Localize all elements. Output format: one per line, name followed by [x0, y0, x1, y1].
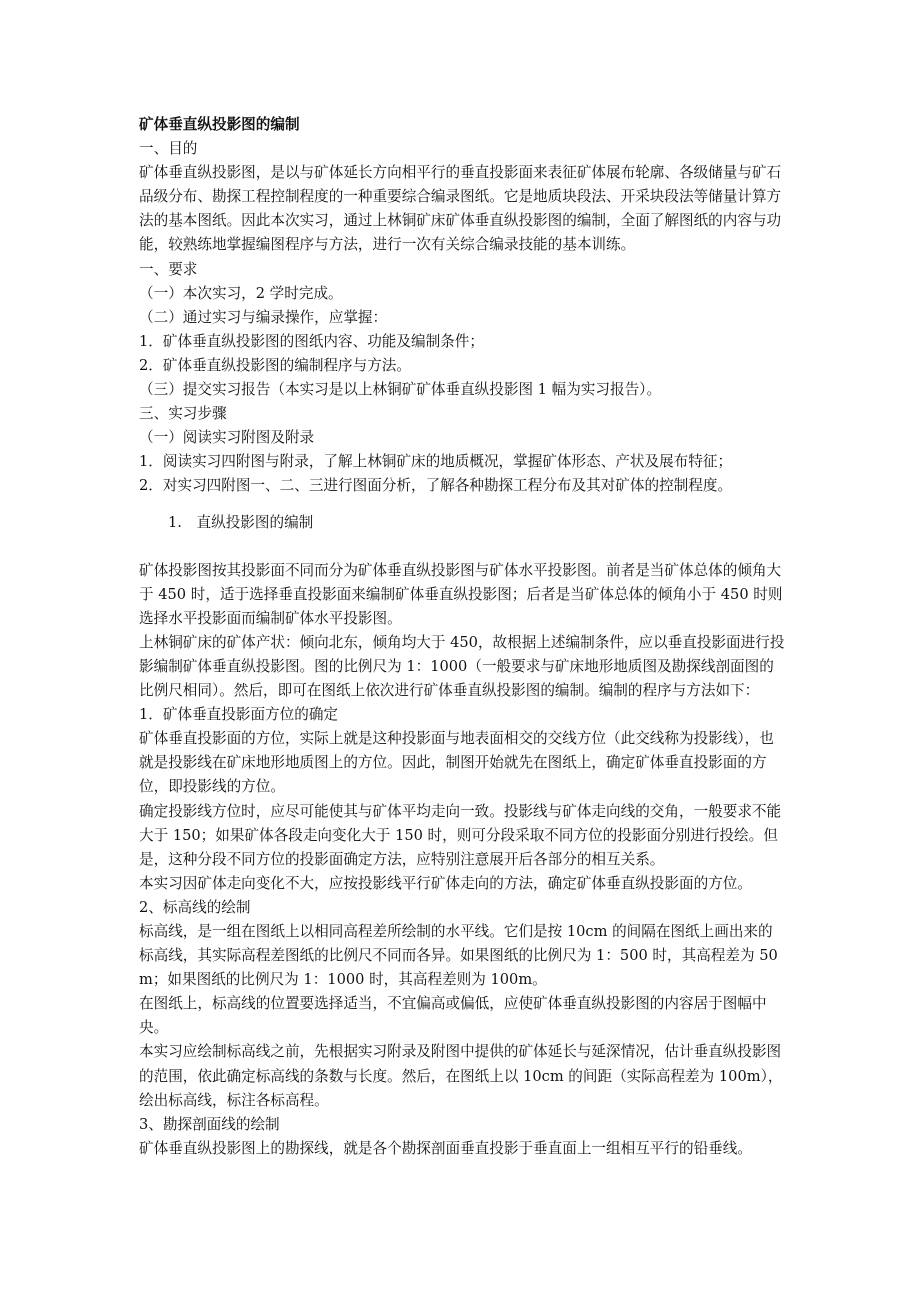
- paragraph: 矿体投影图按其投影面不同而分为矿体垂直纵投影图与矿体水平投影图。前者是当矿体总体的倾角大于 450 时，适于选择垂直投影面来编制矿体垂直纵投影图；后者是当矿体总体的倾角小于 450 时则选择水平投影面而编制矿体水平投影图。: [139, 561, 783, 627]
- paragraph: 矿体垂直纵投影图上的勘探线，就是各个勘探剖面垂直投影于垂直面上一组相互平行的铅垂线。: [139, 1139, 752, 1157]
- document-title: 矿体垂直纵投影图的编制: [139, 116, 300, 133]
- requirement-subitem: 1．矿体垂直纵投影图的图纸内容、功能及编制条件；: [139, 332, 484, 350]
- document-page: [139, 113, 785, 1161]
- section-heading: 2、标高线的绘制: [139, 898, 251, 916]
- step-heading: （一）阅读实习附图及附录: [139, 429, 315, 447]
- section-heading-purpose: 一、目的: [139, 140, 198, 158]
- paragraph: 在图纸上，标高线的位置要选择适当，不宜偏高或偏低，应使矿体垂直纵投影图的内容居于图幅中央。: [139, 995, 767, 1037]
- paragraph: 本实习应绘制标高线之前，先根据实习附录及附图中提供的矿体延长与延深情况，估计垂直纵投影图的范围，依此确定标高线的条数与长度。然后，在图纸上以 10cm 的间距（实际高程差为 100m），绘出标高线，标注各标高程。: [139, 1043, 783, 1109]
- paragraph: 本实习因矿体走向变化不大，应按投影线平行矿体走向的方法，确定矿体垂直纵投影面的方位。: [139, 874, 752, 892]
- section-heading-steps: 三、实习步骤: [139, 405, 227, 423]
- paragraph: 矿体垂直投影面的方位，实际上就是这种投影面与地表面相交的交线方位（此交线称为投影线），也就是投影线在矿床地形地质图上的方位。因此，制图开始就先在图纸上，确定矿体垂直投影面的方位，即投影线的方位。: [139, 730, 774, 796]
- subheading-projection: 1. 直纵投影图的编制: [168, 513, 314, 531]
- section-heading: 3、勘探剖面线的绘制: [139, 1115, 280, 1133]
- paragraph: 确定投影线方位时，应尽可能使其与矿体平均走向一致。投影线与矿体走向线的交角，一般要求不能大于 150；如果矿体各段走向变化大于 150 时，则可分段采取不同方位的投影面分别进行投绘。但是，这种分段不同方位的投影面确定方法，应特别注意展开后各部分的相互关系。: [139, 802, 782, 868]
- paragraph: 上林铜矿床的矿体产状：倾向北东，倾角均大于 450，故根据上述编制条件，应以垂直投影面进行投影编制矿体垂直纵投影图。图的比例尺为 1：1000（一般要求与矿床地形地质图及勘探线剖面图的比例尺相同）。然后，即可在图纸上依次进行矿体垂直纵投影图的编制。编制的程序与方法如下：: [139, 633, 785, 700]
- requirement-item: （三）提交实习报告（本实习是以上林铜矿矿体垂直纵投影图 1 幅为实习报告）。: [139, 381, 662, 399]
- paragraph-purpose: 矿体垂直纵投影图，是以与矿体延长方向相平行的垂直投影面来表征矿体展布轮廓、各级储量与矿石品级分布、勘探工程控制程度的一种重要综合编录图纸。它是地质块段法、开采块段法等储量计算方法的基本图纸。因此本次实习，通过上林铜矿床矿体垂直纵投影图的编制，全面了解图纸的内容与功能，较熟练地掌握编图程序与方法，进行一次有关综合编录技能的基本训练。: [139, 164, 782, 254]
- requirement-subitem: 2．矿体垂直纵投影图的编制程序与方法。: [139, 356, 411, 374]
- requirement-item: （一）本次实习，2 学时完成。: [139, 284, 343, 302]
- paragraph: 标高线，是一组在图纸上以相同高程差所绘制的水平线。它们是按 10cm 的间隔在图纸上画出来的标高线，其实际高程差图纸的比例尺不同而各异。如果图纸的比例尺为 1：500 时，其高程差为 50m；如果图纸的比例尺为 1：1000 时，其高程差则为 100m。: [139, 923, 778, 989]
- step-item: 1．阅读实习四附图与附录，了解上林铜矿床的地质概况，掌握矿体形态、产状及展布特征；: [139, 453, 733, 471]
- section-heading-requirements: 一、要求: [139, 260, 198, 278]
- step-item: 2．对实习四附图一、二、三进行图面分析，了解各种勘探工程分布及其对矿体的控制程度。: [139, 477, 733, 495]
- section-heading: 1．矿体垂直投影面方位的确定: [139, 706, 339, 724]
- requirement-item: （二）通过实习与编录操作，应掌握：: [139, 308, 388, 326]
